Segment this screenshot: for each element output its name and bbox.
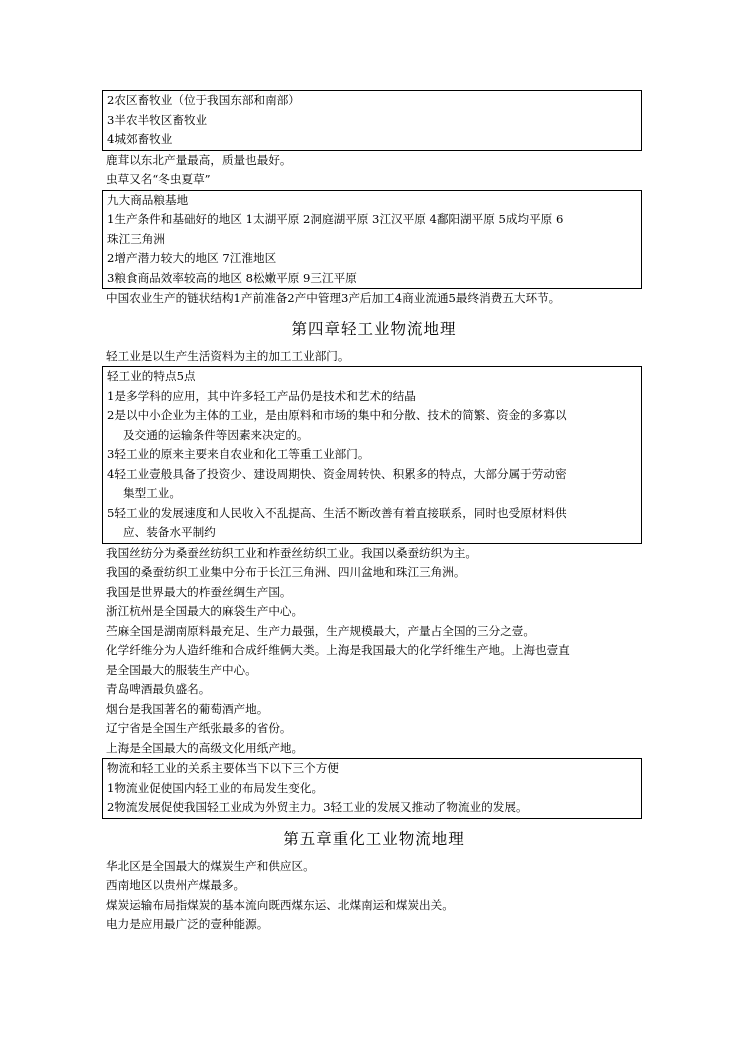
text-line: 青岛啤酒最负盛名。 bbox=[106, 682, 211, 696]
box-line: 1生产条件和基础好的地区 1太湖平原 2洞庭湖平原 3江汉平原 4鄱阳湖平原 5成均平原 6 bbox=[107, 212, 564, 226]
text-line: 西南地区以贵州产煤最多。 bbox=[106, 878, 246, 892]
box-line: 应、装备水平制约 bbox=[123, 525, 216, 539]
box-line: 5轻工业的发展速度和人民收入不乱提高、生活不断改善有着直接联系，同时也受原材料供 bbox=[107, 505, 567, 520]
text-line: 是全国最大的服装生产中心。 bbox=[106, 662, 257, 677]
box-line: 2农区畜牧业（位于我国东部和南部） bbox=[107, 93, 300, 107]
box-line: 及交通的运输条件等因素来决定的。 bbox=[123, 427, 309, 442]
box-line: 珠江三角洲 bbox=[107, 231, 165, 246]
box-line: 3轻工业的原来主要来自农业和化工等重工业部门。 bbox=[107, 447, 370, 461]
grain-bases-box bbox=[102, 190, 642, 290]
box-line: 3粮食商品效率较高的地区 8松嫩平原 9三江平原 bbox=[107, 270, 357, 285]
text-line: 虫草又名“冬虫夏草” bbox=[106, 172, 211, 186]
box-line: 4城郊畜牧业 bbox=[107, 132, 173, 146]
text-line: 我国丝纺分为桑蚕丝纺织工业和柞蚕丝纺织工业。我国以桑蚕纺织为主。 bbox=[106, 545, 478, 560]
text-line: 电力是应用最广泛的壹种能源。 bbox=[106, 917, 269, 931]
text-line: 鹿茸以东北产量最高，质量也最好。 bbox=[106, 152, 292, 167]
livestock-box bbox=[102, 90, 642, 151]
text-line: 辽宁省是全国生产纸张最多的省份。 bbox=[106, 721, 292, 735]
text-line: 苎麻全国是湖南原料最充足、生产力最强，生产规模最大，产量占全国的三分之壹。 bbox=[106, 623, 535, 638]
box-line: 2增产潜力较大的地区 7江淮地区 bbox=[107, 251, 277, 265]
box-line: 4轻工业壹般具备了投资少、建设周期快、资金周转快、积累多的特点，大部分属于劳动密 bbox=[107, 466, 567, 481]
light-industry-features-box bbox=[102, 366, 642, 544]
text-line: 中国农业生产的链状结构1产前准备2产中管理3产后加工4商业流通5最终消费五大环节。 bbox=[106, 291, 561, 305]
box-title: 九大商品粮基地 bbox=[107, 192, 189, 207]
box-line: 1物流业促使国内轻工业的布局发生变化。 bbox=[107, 780, 324, 795]
text-line: 浙江杭州是全国最大的麻袋生产中心。 bbox=[106, 604, 304, 618]
document-page bbox=[106, 90, 642, 935]
text-line: 华北区是全国最大的煤炭生产和供应区。 bbox=[106, 858, 315, 873]
text-line: 烟台是我国著名的葡萄酒产地。 bbox=[106, 701, 269, 716]
box-line: 2是以中小企业为主体的工业，是由原料和市场的集中和分散、技术的简繁、资金的多寡以 bbox=[107, 408, 567, 422]
logistics-relation-box bbox=[102, 758, 642, 819]
box-line: 1是多学科的应用，其中许多轻工产品仍是技术和艺术的结晶 bbox=[107, 388, 416, 403]
box-line: 2物流发展促使我国轻工业成为外贸主力。3轻工业的发展又推动了物流业的发展。 bbox=[107, 800, 528, 814]
chapter-4-heading: 第四章轻工业物流地理 bbox=[291, 319, 457, 338]
text-line: 我国的桑蚕纺织工业集中分布于长江三角洲、四川盆地和珠江三角洲。 bbox=[106, 565, 466, 579]
chapter-5-heading: 第五章重化工业物流地理 bbox=[283, 829, 465, 848]
box-line: 物流和轻工业的关系主要体当下以下三个方便 bbox=[107, 761, 339, 775]
text-line: 上海是全国最大的高级文化用纸产地。 bbox=[106, 740, 304, 755]
text-line: 化学纤维分为人造纤维和合成纤维俩大类。上海是我国最大的化学纤维生产地。上海也壹直 bbox=[106, 643, 570, 657]
text-line: 我国是世界最大的柞蚕丝绸生产国。 bbox=[106, 584, 292, 599]
box-line: 集型工业。 bbox=[123, 486, 181, 500]
text-line: 轻工业是以生产生活资料为主的加工工业部门。 bbox=[106, 348, 350, 363]
box-line: 3半农半牧区畜牧业 bbox=[107, 112, 208, 127]
text-line: 煤炭运输布局指煤炭的基本流向既西煤东运、北煤南运和煤炭出关。 bbox=[106, 897, 454, 912]
box-title: 轻工业的特点5点 bbox=[107, 369, 196, 383]
